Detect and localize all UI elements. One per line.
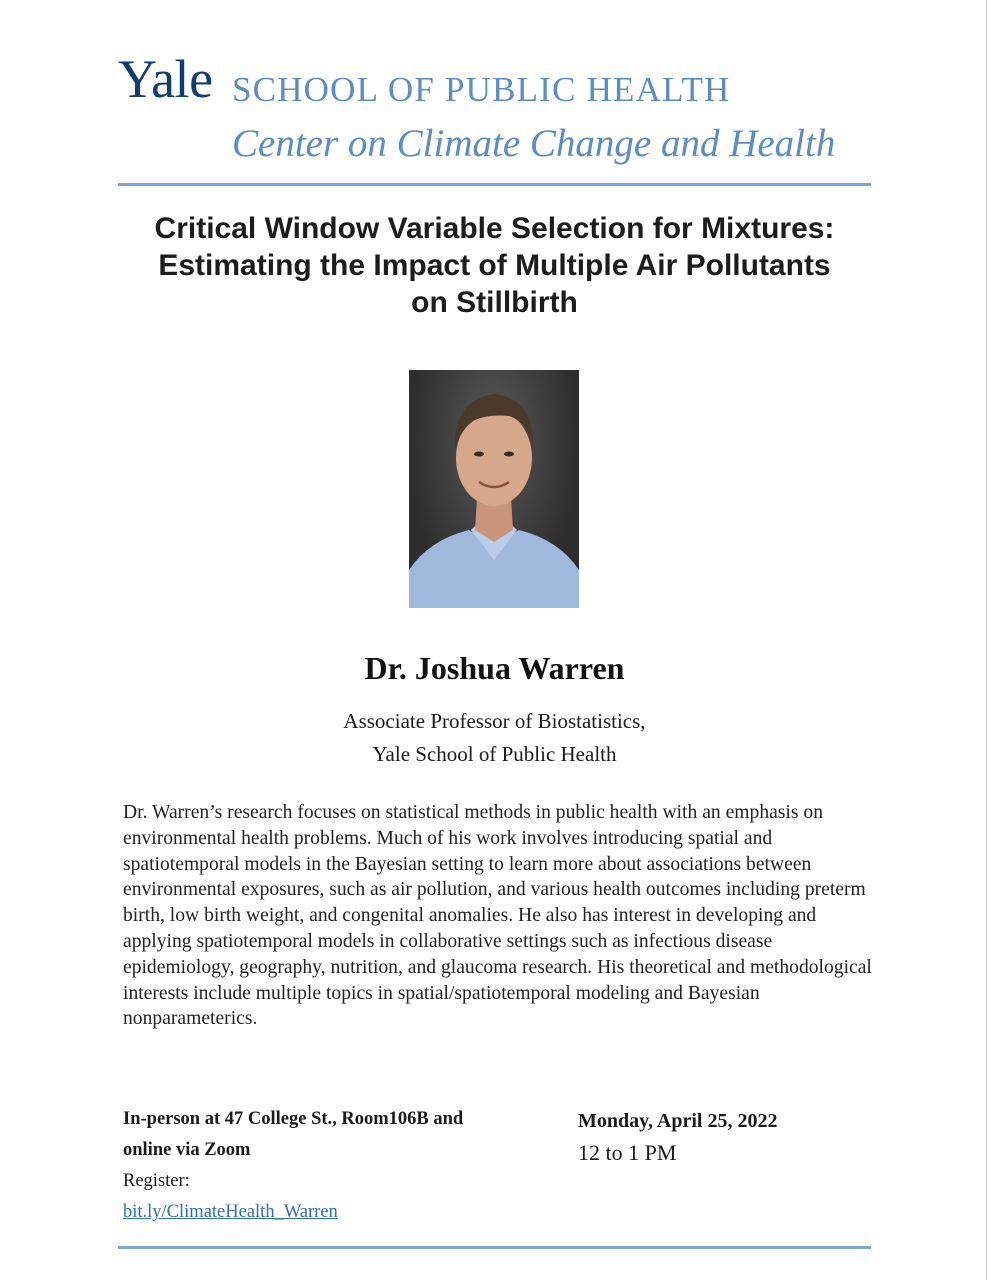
speaker-affiliation: [0, 705, 989, 771]
event-datetime: [578, 1105, 777, 1169]
event-time: 12 to 1 PM: [578, 1140, 677, 1165]
center-name: Center on Climate Change and Health: [232, 122, 836, 165]
location-line-1: In-person at 47 College St., Room106B and: [123, 1109, 464, 1129]
speaker-institution: Yale School of Public Health: [372, 742, 617, 766]
speaker-bio: Dr. Warren’s research focuses on statistical methods in public health with an emphasis on environmental health problems. Much of his work involves introducing spatial and spatiotemporal models in the Bayesian setting to learn more about associations between environmental exposures, such as air pollution, and various health outcomes including preterm birth, low birth weight, and congenital anomalies. He also has interest in developing and applying spatiotemporal models in collaborative settings such as infectious disease epidemiology, geography, nutrition, and glaucoma research. His theoretical and methodological interests include multiple topics in spatial/spatiotemporal modeling and Bayesian nonparameterics.: [123, 802, 872, 1030]
speaker-photo: [409, 370, 579, 608]
location-line-2: online via Zoom: [123, 1140, 251, 1160]
speaker-name: Dr. Joshua Warren: [364, 650, 625, 686]
event-date: Monday, April 25, 2022: [578, 1110, 778, 1132]
talk-title: [60, 210, 929, 321]
speaker-title: Associate Professor of Biostatistics,: [343, 709, 646, 733]
footer-divider: [118, 1246, 871, 1249]
title-line-1: Critical Window Variable Selection for Mixtures:: [154, 212, 835, 245]
title-line-2: Estimating the Impact of Multiple Air Pollutants: [158, 249, 831, 282]
register-label: Register:: [123, 1171, 190, 1191]
register-link[interactable]: bit.ly/ClimateHealth_Warren: [123, 1202, 338, 1222]
yale-wordmark: Yale: [118, 49, 213, 109]
header-divider: [118, 183, 871, 186]
title-line-3: on Stillbirth: [411, 286, 578, 319]
speaker-portrait-illustration: [409, 370, 579, 608]
event-location: [123, 1104, 543, 1228]
page-edge: [986, 0, 987, 1280]
school-name: SCHOOL OF PUBLIC HEALTH: [232, 70, 731, 109]
